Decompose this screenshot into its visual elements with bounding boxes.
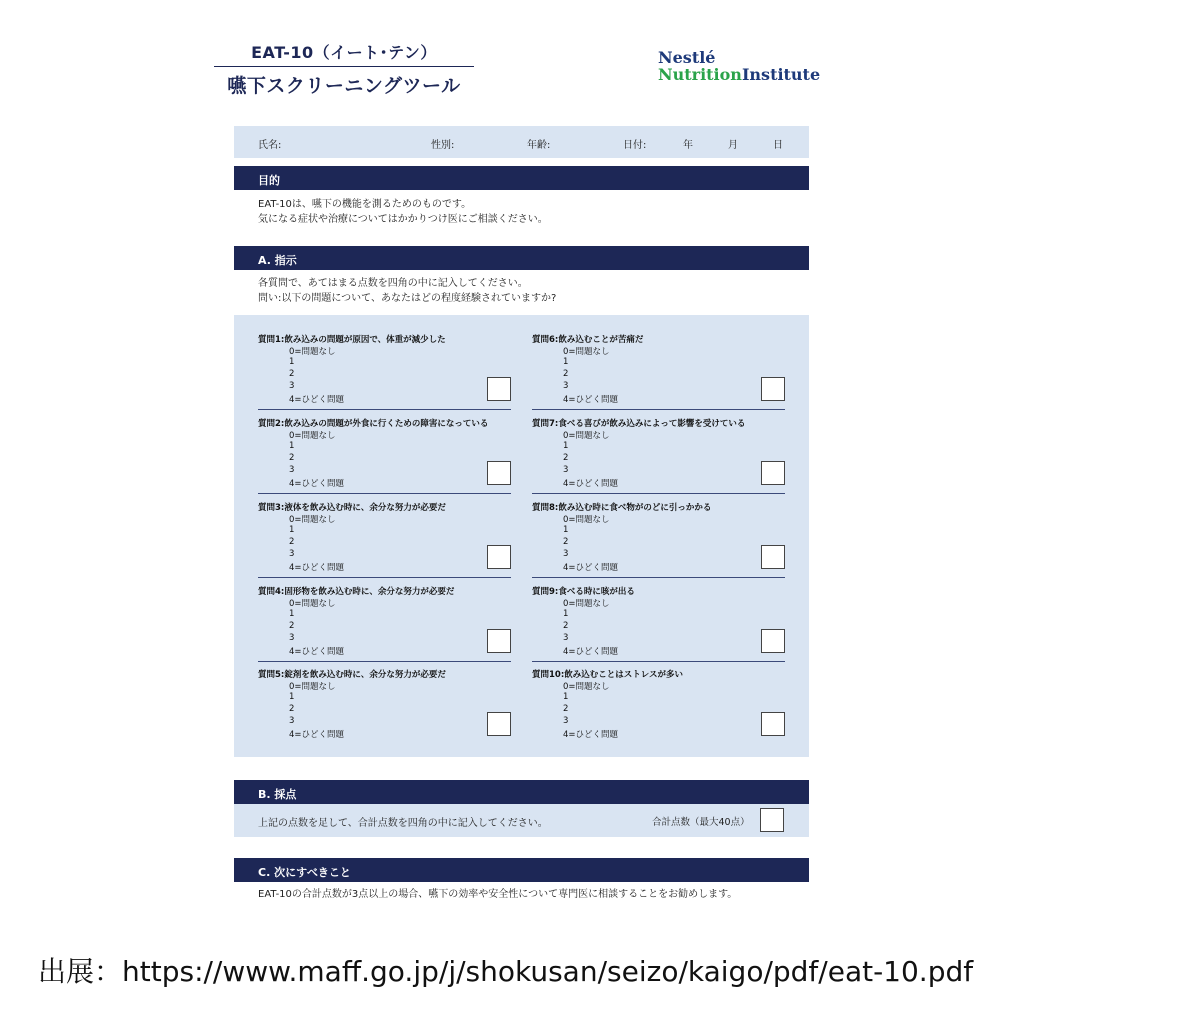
option-3: 3 [563,716,569,726]
question-3-text: 質問3:液体を飲み込む時に、余分な努力が必要だ [258,503,446,513]
section-a-header: A. 指示 [234,246,809,270]
option-0: 0=問題なし [563,599,610,609]
option-4: 4=ひどく問題 [563,647,619,657]
question-8-text: 質問8:飲み込む時に食べ物がのどに引っかかる [532,503,712,513]
logo-nutrition: Nutrition [658,65,742,84]
option-2: 2 [289,537,295,547]
question-2 [258,399,511,489]
section-b-header: B. 採点 [234,780,809,804]
option-2: 2 [563,704,569,714]
year-label: 年 [683,140,693,151]
option-0: 0=問題なし [563,431,610,441]
form-title-block [214,40,474,98]
question-9 [532,567,785,657]
question-9-text: 質問9:食べる時に咳が出る [532,587,635,597]
scoring-instructions: 上記の点数を足して、合計点数を四角の中に記入してください。 [258,818,548,829]
sex-label: 性別: [431,140,455,151]
option-4: 4=ひどく問題 [289,395,345,405]
question-10-text: 質問10:飲み込むことはストレスが多い [532,670,683,680]
name-label: 氏名: [258,140,282,151]
month-label: 月 [728,140,738,151]
option-4: 4=ひどく問題 [289,647,345,657]
total-score-label: 合計点数（最大40点） [652,817,750,828]
section-c-header: C. 次にすべきこと [234,858,809,882]
option-1: 1 [289,609,295,619]
option-0: 0=問題なし [563,347,610,357]
question-3-score-box[interactable] [487,545,511,569]
question-6-text: 質問6:飲み込むことが苦痛だ [532,335,644,345]
day-label: 日 [773,140,783,151]
option-1: 1 [563,525,569,535]
question-7-score-box[interactable] [761,461,785,485]
logo-nutrition-institute [658,66,820,84]
option-1: 1 [289,441,295,451]
scoring-row [234,804,809,837]
option-1: 1 [563,441,569,451]
option-1: 1 [289,525,295,535]
instructions-line-2: 問い:以下の問題について、あなたはどの程度経験されていますか? [258,293,557,304]
question-6-score-box[interactable] [761,377,785,401]
question-4 [258,567,511,657]
question-2-score-box[interactable] [487,461,511,485]
option-1: 1 [289,692,295,702]
option-3: 3 [563,633,569,643]
question-1-text: 質問1:飲み込みの問題が原因で、体重が減少した [258,335,446,345]
question-5 [258,650,511,740]
option-2: 2 [563,537,569,547]
nestle-nutrition-institute-logo [658,50,820,84]
question-5-text: 質問5:錠剤を飲み込む時に、余分な努力が必要だ [258,670,446,680]
option-2: 2 [289,704,295,714]
logo-institute: Institute [741,65,821,84]
section-purpose-header: 目的 [234,166,809,190]
option-4: 4=ひどく問題 [289,479,345,489]
question-3 [258,483,511,573]
purpose-line-2: 気になる症状や治療についてはかかりつけ医にご相談ください。 [258,214,548,225]
option-1: 1 [563,357,569,367]
option-0: 0=問題なし [563,515,610,525]
question-7 [532,399,785,489]
option-4: 4=ひどく問題 [563,479,619,489]
option-4: 4=ひどく問題 [563,395,619,405]
questions-panel [234,315,809,757]
question-8 [532,483,785,573]
age-label: 年齢: [527,140,551,151]
source-citation: 出展：https://www.maff.go.jp/j/shokusan/seizo/kaigo/pdf/eat-10.pdf [38,955,974,988]
option-4: 4=ひどく問題 [289,563,345,573]
option-2: 2 [289,453,295,463]
purpose-line-1: EAT-10は、嚥下の機能を測るためのものです。 [258,199,472,210]
next-steps-text: EAT-10の合計点数が3点以上の場合、嚥下の効率や安全性について専門医に相談することをお勧めします。 [258,889,738,900]
option-2: 2 [563,621,569,631]
option-0: 0=問題なし [289,431,336,441]
option-4: 4=ひどく問題 [289,730,345,740]
instructions-text [258,276,556,306]
purpose-text [258,197,548,227]
total-score-box[interactable] [760,808,784,832]
question-6 [532,315,785,405]
option-2: 2 [289,621,295,631]
option-2: 2 [563,453,569,463]
question-8-score-box[interactable] [761,545,785,569]
logo-nestle: Nestlé [658,48,716,67]
option-3: 3 [563,549,569,559]
title-divider [214,66,474,67]
option-3: 3 [289,381,295,391]
option-3: 3 [289,716,295,726]
option-2: 2 [289,369,295,379]
option-3: 3 [563,381,569,391]
option-0: 0=問題なし [289,347,336,357]
question-7-text: 質問7:食べる喜びが飲み込みによって影響を受けている [532,419,746,429]
question-1-score-box[interactable] [487,377,511,401]
form-title: EAT-10（イート･テン） [251,43,437,62]
question-2-text: 質問2:飲み込みの問題が外食に行くための障害になっている [258,419,489,429]
option-2: 2 [563,369,569,379]
question-1 [258,315,511,405]
instructions-line-1: 各質問で、あてはまる点数を四角の中に記入してください。 [258,278,528,289]
option-3: 3 [289,465,295,475]
question-4-text: 質問4:固形物を飲み込む時に、余分な努力が必要だ [258,587,455,597]
option-0: 0=問題なし [289,515,336,525]
date-label: 日付: [623,140,647,151]
option-4: 4=ひどく問題 [563,563,619,573]
option-1: 1 [563,609,569,619]
option-3: 3 [289,549,295,559]
option-1: 1 [289,357,295,367]
option-4: 4=ひどく問題 [563,730,619,740]
option-3: 3 [563,465,569,475]
patient-info-row [234,126,809,158]
option-0: 0=問題なし [563,682,610,692]
option-1: 1 [563,692,569,702]
form-subtitle: 嚥下スクリーニングツール [227,75,461,97]
question-10 [532,650,785,740]
option-3: 3 [289,633,295,643]
option-0: 0=問題なし [289,682,336,692]
question-10-score-box[interactable] [761,712,785,736]
option-0: 0=問題なし [289,599,336,609]
question-5-score-box[interactable] [487,712,511,736]
